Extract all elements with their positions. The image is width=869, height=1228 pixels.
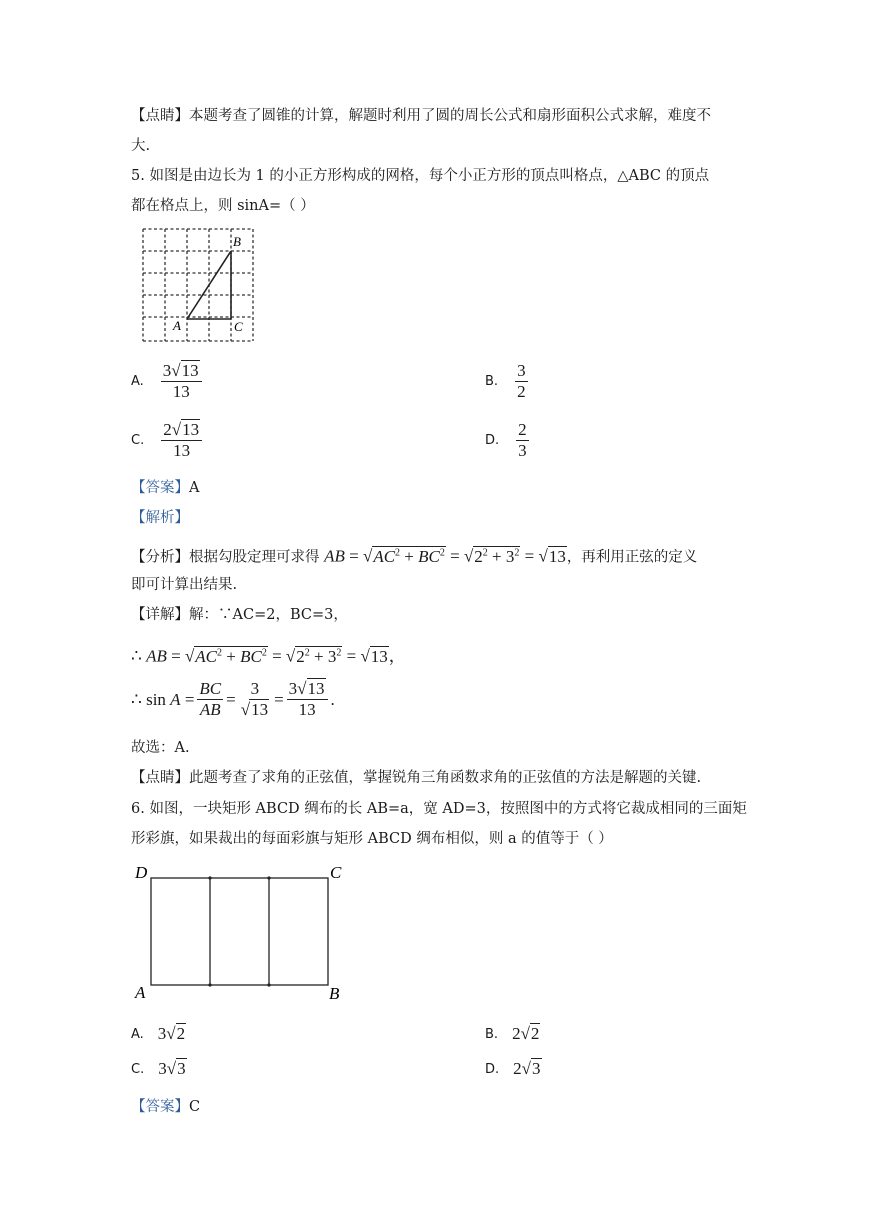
- q5-grid-figure: [138, 224, 260, 352]
- option-value: 2√3: [513, 1059, 541, 1078]
- option-letter: B.: [485, 1026, 499, 1042]
- q5-option-a[interactable]: [131, 362, 205, 401]
- dianjing-line-1: [131, 106, 711, 126]
- q6-option-a[interactable]: [131, 1024, 186, 1044]
- q6-stem-line-1: 6. 如图，一块矩形 ABCD 绸布的长 AB=a，宽 AD=3，按照图中的方式将它裁成相同的三面矩: [131, 801, 747, 817]
- option-value: $\frac{2√13}{13}$: [161, 421, 202, 460]
- answer-value: C: [189, 1099, 201, 1115]
- option-letter: B.: [485, 374, 499, 389]
- q5-fenxi-line-2: 即可计算出结果.: [131, 577, 238, 593]
- label-c: C: [234, 319, 243, 334]
- label-b: B: [233, 234, 241, 249]
- q6-stem-line-2: 形彩旗，如果裁出的每面彩旗与矩形 ABCD 绸布相似，则 a 的值等于（ ）: [131, 831, 613, 847]
- q6-answer: [131, 1097, 200, 1117]
- q5-option-d[interactable]: [485, 421, 532, 460]
- q5-option-c[interactable]: [131, 421, 205, 460]
- q5-dianjing: [131, 768, 701, 788]
- answer-value: A: [189, 480, 200, 496]
- q5-option-b[interactable]: [485, 362, 531, 401]
- fenxi-text: 根据勾股定理可求得: [189, 549, 320, 566]
- detail-tag: 【详解】: [131, 607, 189, 623]
- dianjing-text: 本题考查了圆锥的计算，解题时利用了圆的周长公式和扇形面积公式求解，难度不: [189, 108, 711, 124]
- label-d: D: [135, 863, 148, 882]
- dianjing-tag: 【点睛】: [131, 770, 189, 786]
- label-b: B: [329, 984, 340, 1003]
- answer-tag: 【答案】: [131, 480, 189, 496]
- q5-stem-line-2: 都在格点上，则 sinA=（ ）: [131, 198, 315, 214]
- q6-option-c[interactable]: [131, 1059, 187, 1079]
- dianjing-tag: 【点睛】: [131, 108, 189, 124]
- answer-tag: 【答案】: [131, 1099, 189, 1115]
- dianjing-line-2: 大.: [131, 138, 151, 154]
- option-value: $\frac{2}{3}$: [518, 420, 527, 460]
- q5-step-ab: ∴ AB = $√AC^2 + BC^2 = √2^2 + 3^2 = √13$，: [131, 646, 406, 666]
- q5-detail-line: [131, 605, 348, 625]
- fenxi-after: ，再利用正弦的定义: [566, 549, 698, 566]
- label-a: A: [135, 983, 146, 1002]
- option-letter: C.: [131, 1061, 145, 1077]
- dianjing-text: 此题考查了求角的正弦值，掌握锐角三角函数求角的正弦值的方法是解题的关键.: [189, 770, 702, 786]
- q5-analysis-tag: 【解析】: [131, 510, 189, 526]
- q5-conclusion: 故选：A.: [131, 740, 190, 756]
- option-value: $\frac{3}{2}$: [517, 361, 526, 401]
- q5-fenxi-line-1: [131, 540, 697, 571]
- q5-step-sin: ∴ sin A = $\frac{BC}{AB}$ = $\frac{3}{√13}$ = $\frac{3√13}{13}$ .: [131, 679, 335, 719]
- option-letter: C.: [131, 433, 145, 448]
- detail-text: 解：∵AC=2，BC=3，: [189, 607, 348, 623]
- fenxi-tag: 【分析】: [131, 549, 189, 566]
- option-letter: D.: [485, 433, 500, 448]
- label-c: C: [330, 863, 342, 882]
- option-letter: A.: [131, 374, 144, 389]
- option-value: 3√2: [157, 1024, 186, 1043]
- option-letter: D.: [485, 1061, 500, 1077]
- option-value: 3√3: [158, 1059, 186, 1078]
- q5-stem-line-1: 5. 如图是由边长为 1 的小正方形构成的网格，每个小正方形的顶点叫格点，△ABC 的顶点: [131, 168, 710, 184]
- q6-option-d[interactable]: [485, 1059, 542, 1079]
- option-value: $\frac{3√13}{13}$: [161, 362, 202, 401]
- option-value: 2√2: [512, 1024, 540, 1043]
- q6-rectangle-figure: [130, 858, 350, 1006]
- q5-answer: [131, 478, 199, 498]
- option-letter: A.: [131, 1026, 144, 1042]
- fenxi-formula: AB = $√AC^2 + BC^2 = √2^2 + 3^2 = √13$: [324, 546, 566, 566]
- q6-option-b[interactable]: [485, 1024, 540, 1044]
- label-a: A: [173, 318, 181, 333]
